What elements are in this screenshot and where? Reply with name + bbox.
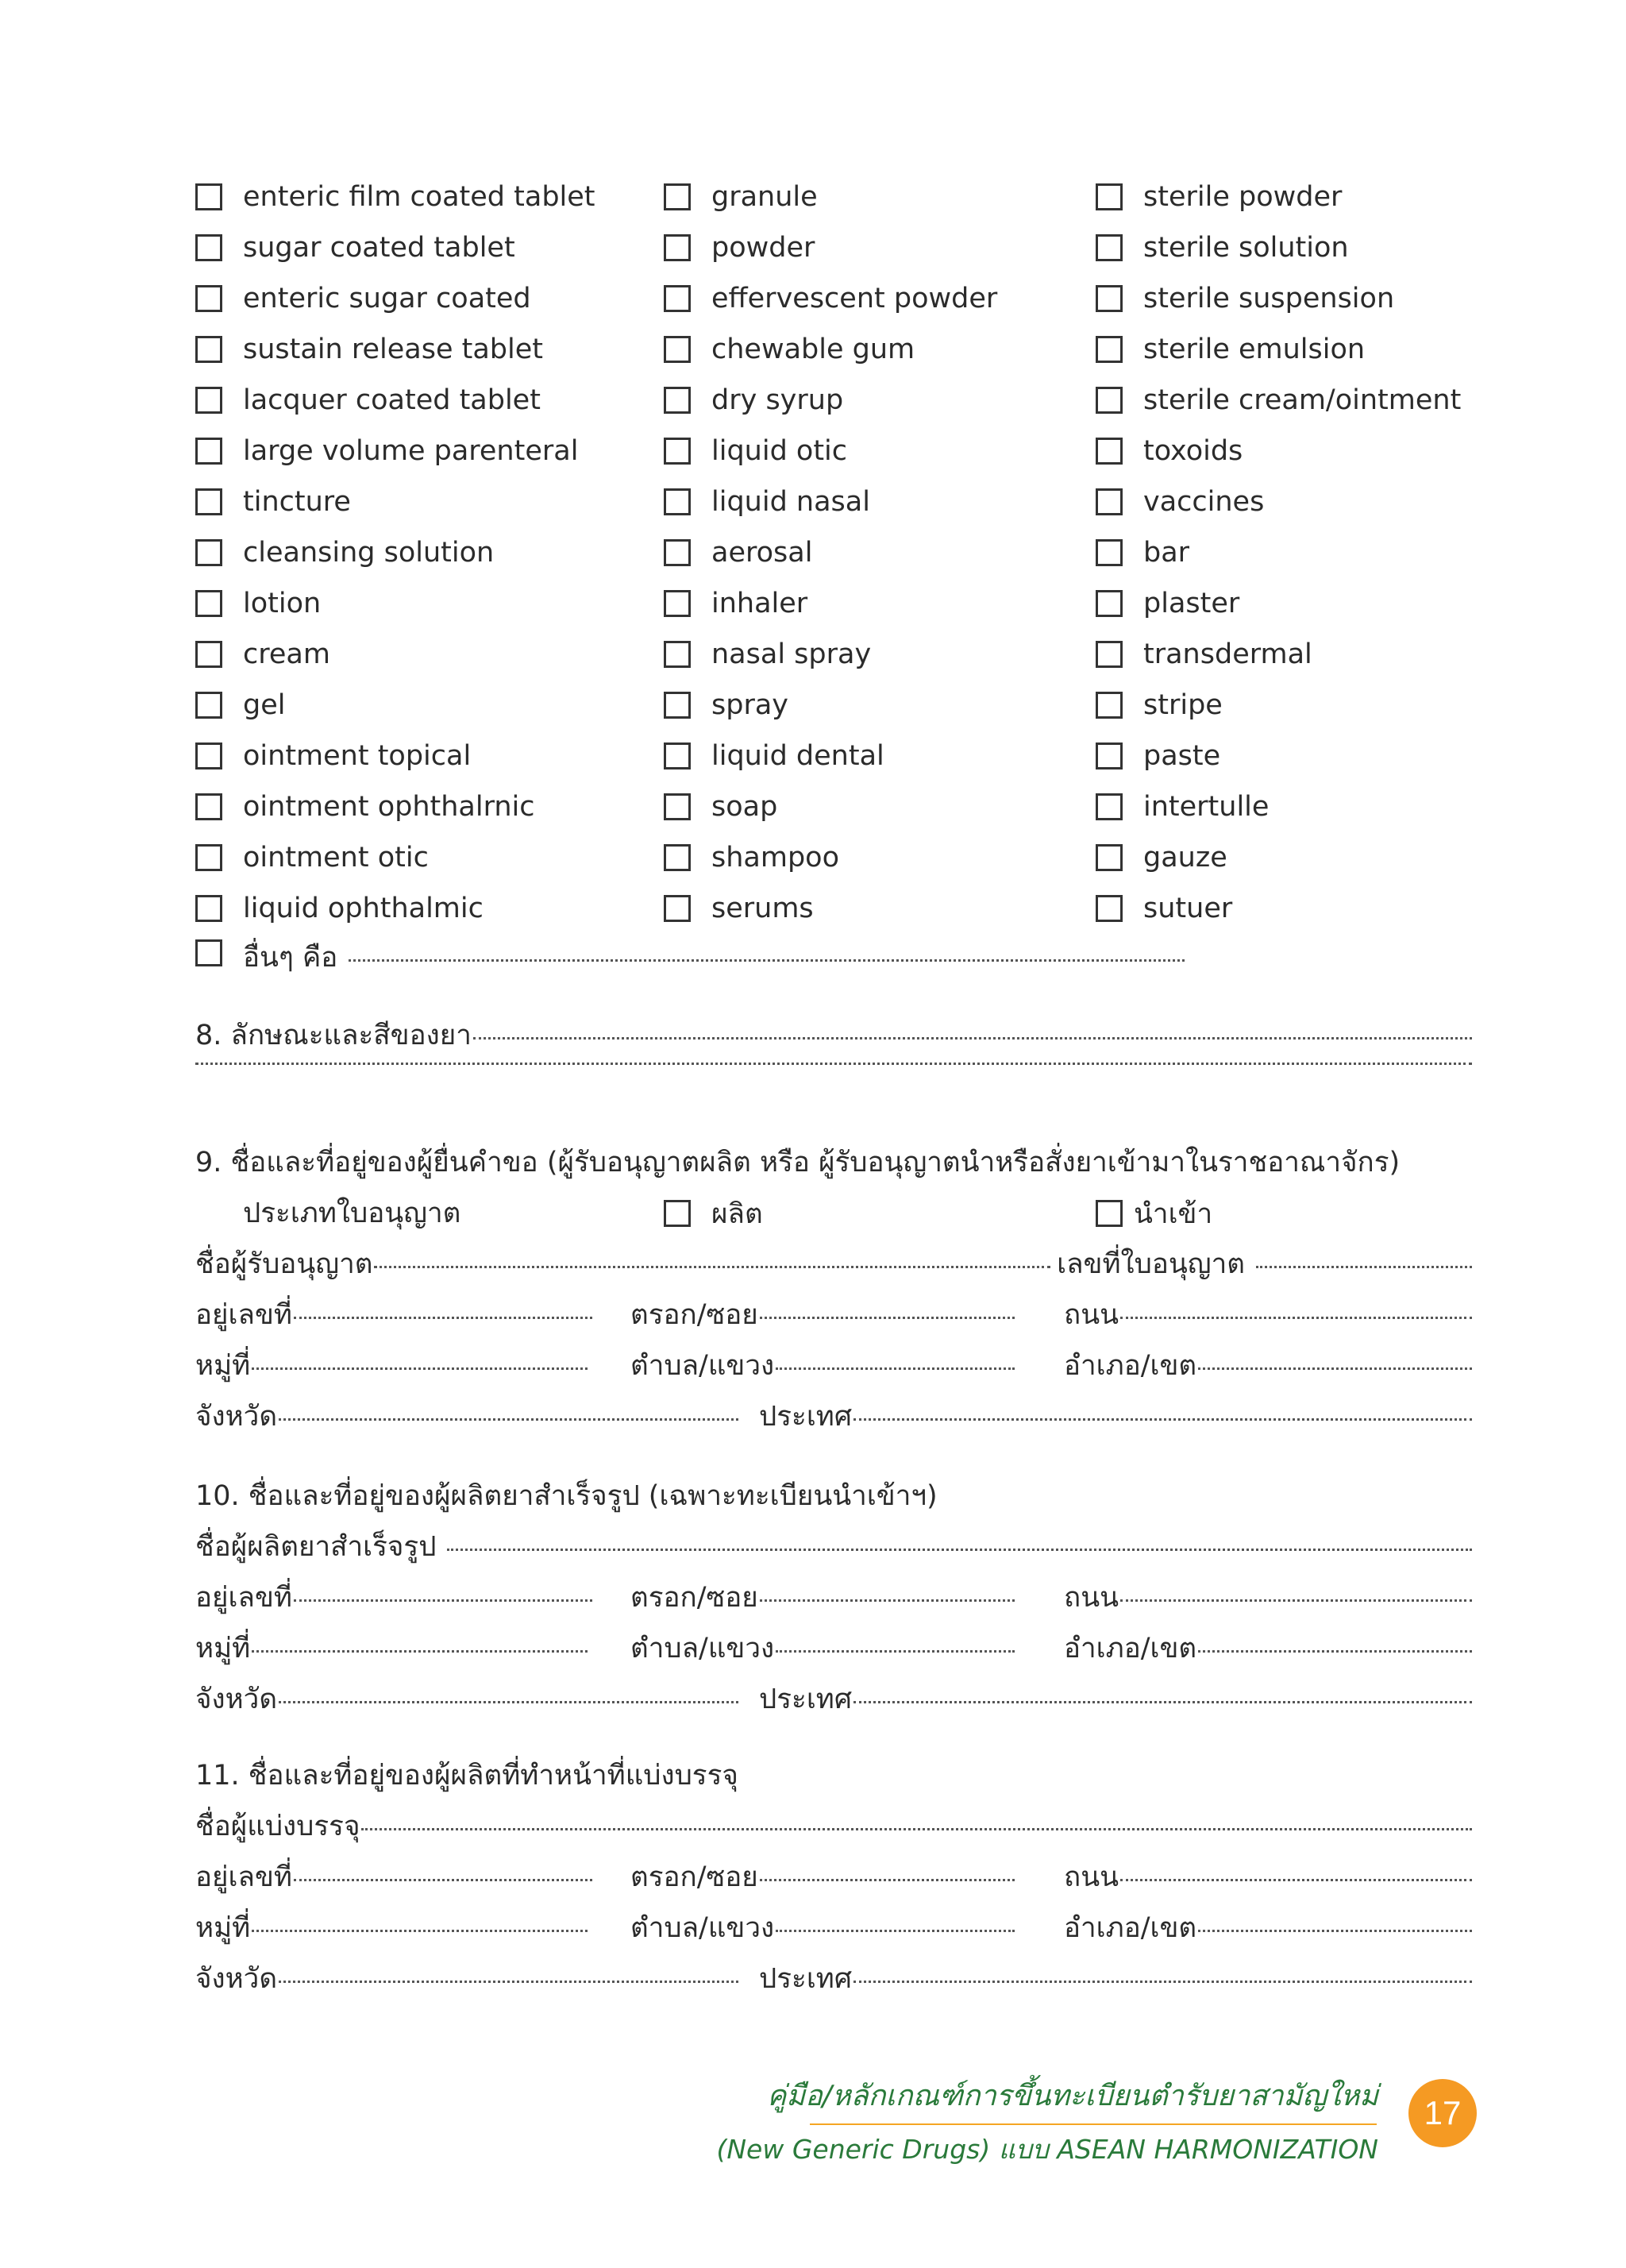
address-input-province[interactable]: [279, 1701, 738, 1703]
checkbox[interactable]: [195, 742, 222, 770]
dosage-form-label: sterile emulsion: [1143, 334, 1366, 365]
address-input-subdistrict[interactable]: [776, 1930, 1015, 1932]
address-field-lane: [630, 1293, 1015, 1336]
address-input-district[interactable]: [1198, 1367, 1472, 1370]
dosage-form-label: spray: [711, 689, 789, 721]
dosage-form-option[interactable]: [1096, 427, 1243, 475]
dosage-form-option[interactable]: [664, 631, 871, 678]
checkbox[interactable]: [664, 895, 691, 922]
address-field-lane: [630, 1855, 1015, 1899]
address-label-district: อำเภอ/เขต: [1064, 1912, 1197, 1944]
dosage-form-label: transdermal: [1143, 638, 1312, 670]
checkbox[interactable]: [664, 641, 691, 668]
dosage-form-label: serums: [711, 893, 814, 924]
other-row: [195, 935, 1185, 979]
address-field-district: [1064, 1626, 1472, 1670]
dosage-form-option[interactable]: [1096, 224, 1349, 272]
address-field-country: [759, 1394, 1472, 1438]
dosage-form-option[interactable]: [1096, 631, 1312, 678]
dosage-form-option[interactable]: [664, 732, 884, 780]
checkbox[interactable]: [664, 539, 691, 566]
dosage-form-option[interactable]: [664, 478, 870, 526]
address-label-district: อำเภอ/เขต: [1064, 1633, 1197, 1664]
dosage-form-option[interactable]: [195, 326, 543, 373]
dosage-form-label: liquid dental: [711, 740, 884, 772]
dosage-form-label: sutuer: [1143, 893, 1233, 924]
dosage-form-label: enteric film coated tablet: [243, 181, 595, 213]
dosage-form-label: gauze: [1143, 842, 1227, 874]
address-input-subdistrict[interactable]: [776, 1650, 1015, 1653]
dosage-form-label: tincture: [243, 486, 351, 518]
dosage-form-option[interactable]: [195, 631, 330, 678]
checkbox[interactable]: [1096, 692, 1123, 719]
footer-subtitle: (New Generic Drugs) แบบ ASEAN HARMONIZATION: [716, 2134, 1378, 2165]
checkbox[interactable]: [195, 285, 222, 312]
address-input-lane[interactable]: [760, 1879, 1015, 1881]
dosage-form-label: cleansing solution: [243, 537, 495, 569]
address-input-country[interactable]: [853, 1418, 1472, 1421]
page-number-badge: [1408, 2079, 1477, 2147]
section10-title: 10. ชื่อและที่อยู่ของผู้ผลิตยาสำเร็จรูป (เฉพาะทะเบียนนำเข้าฯ): [195, 1480, 938, 1512]
dosage-form-option[interactable]: [195, 173, 595, 221]
other-fill-line[interactable]: [349, 959, 1185, 962]
address-input-lane[interactable]: [760, 1599, 1015, 1602]
manufacturer-field[interactable]: [447, 1549, 1472, 1551]
checkbox[interactable]: [664, 692, 691, 719]
dosage-form-option[interactable]: [195, 885, 484, 932]
address-label-province: จังหวัด: [195, 1684, 278, 1715]
address-input-province[interactable]: [279, 1981, 738, 1983]
address-input-house-no[interactable]: [294, 1317, 592, 1319]
licensee-field[interactable]: [374, 1266, 1050, 1268]
dosage-form-option[interactable]: [1096, 173, 1342, 221]
checkbox[interactable]: [1096, 793, 1123, 820]
address-field-village: [195, 1626, 588, 1670]
checkbox[interactable]: [195, 692, 222, 719]
checkbox[interactable]: [1096, 234, 1123, 261]
address-label-subdistrict: ตำบล/แขวง: [630, 1350, 775, 1382]
license-no-label: เลขที่ใบอนุญาต: [1057, 1248, 1245, 1280]
manufacturer-label: ชื่อผู้ผลิตยาสำเร็จรูป: [195, 1531, 437, 1563]
checkbox[interactable]: [1096, 336, 1123, 363]
dosage-form-label: lacquer coated tablet: [243, 384, 541, 416]
address-input-district[interactable]: [1198, 1930, 1472, 1932]
checkbox[interactable]: [195, 895, 222, 922]
address-label-country: ประเทศ: [759, 1401, 853, 1433]
address-label-subdistrict: ตำบล/แขวง: [630, 1633, 775, 1664]
checkbox-other[interactable]: [195, 939, 222, 966]
section8-label: 8. ลักษณะและสีของยา: [195, 1020, 472, 1051]
dosage-form-option[interactable]: [195, 732, 471, 780]
checkbox[interactable]: [664, 234, 691, 261]
dosage-form-label: effervescent powder: [711, 283, 998, 314]
dosage-form-option[interactable]: [1096, 681, 1223, 729]
dosage-form-option[interactable]: [664, 529, 812, 577]
dosage-form-label: lotion: [243, 588, 322, 619]
address-input-road[interactable]: [1120, 1317, 1472, 1319]
checkbox[interactable]: [1096, 183, 1123, 210]
checkbox[interactable]: [664, 590, 691, 617]
packer-label: ชื่อผู้แบ่งบรรจุ: [195, 1811, 360, 1842]
checkbox[interactable]: [195, 590, 222, 617]
dosage-form-option[interactable]: [1096, 580, 1239, 627]
license-type-label: ประเภทใบอนุญาต: [243, 1198, 461, 1229]
dosage-form-label: stripe: [1143, 689, 1223, 721]
dosage-form-option[interactable]: [664, 580, 807, 627]
checkbox[interactable]: [195, 336, 222, 363]
address-field-country: [759, 1957, 1472, 2000]
address-label-country: ประเทศ: [759, 1684, 853, 1715]
address-label-house-no: อยู่เลขที่: [195, 1582, 292, 1614]
address-label-road: ถนน: [1064, 1861, 1119, 1893]
dosage-form-label: paste: [1143, 740, 1221, 772]
checkbox[interactable]: [195, 793, 222, 820]
address-input-lane[interactable]: [760, 1317, 1015, 1319]
checkbox[interactable]: [195, 539, 222, 566]
checkbox[interactable]: [664, 742, 691, 770]
footer-title: คู่มือ/หลักเกณฑ์การขึ้นทะเบียนตำรับยาสามัญใหม่: [767, 2080, 1378, 2112]
dosage-form-label: sterile solution: [1143, 232, 1349, 264]
address-label-lane: ตรอก/ซอย: [630, 1582, 758, 1614]
checkbox[interactable]: [664, 844, 691, 871]
dosage-form-option[interactable]: [1096, 376, 1461, 424]
checkbox[interactable]: [664, 488, 691, 515]
address-input-road[interactable]: [1120, 1879, 1472, 1881]
dosage-form-label: cream: [243, 638, 330, 670]
dosage-form-option[interactable]: [195, 275, 531, 322]
address-label-district: อำเภอ/เขต: [1064, 1350, 1197, 1382]
checkbox-produce[interactable]: [664, 1200, 691, 1227]
dosage-form-option[interactable]: [195, 376, 541, 424]
address-label-house-no: อยู่เลขที่: [195, 1861, 292, 1893]
address-field-district: [1064, 1906, 1472, 1950]
checkbox-import[interactable]: [1096, 1200, 1123, 1227]
checkbox[interactable]: [195, 844, 222, 871]
address-label-village: หมู่ที่: [195, 1912, 251, 1944]
page-number: 17: [1424, 2094, 1462, 2131]
address-label-lane: ตรอก/ซอย: [630, 1861, 758, 1893]
address-label-province: จังหวัด: [195, 1401, 278, 1433]
dosage-form-label: intertulle: [1143, 791, 1270, 823]
dosage-form-option[interactable]: [1096, 478, 1264, 526]
dosage-form-label: sustain release tablet: [243, 334, 543, 365]
dosage-form-label: aerosal: [711, 537, 813, 569]
section8-row2: [195, 1064, 1472, 1097]
dosage-form-label: powder: [711, 232, 815, 264]
checkbox[interactable]: [1096, 895, 1123, 922]
section11-title: 11. ชื่อและที่อยู่ของผู้ผลิตที่ทำหน้าที่แบ่งบรรจุ: [195, 1760, 738, 1792]
checkbox[interactable]: [1096, 590, 1123, 617]
checkbox[interactable]: [1096, 438, 1123, 465]
section8-fill-line-2[interactable]: [195, 1063, 1472, 1065]
address-label-road: ถนน: [1064, 1582, 1119, 1614]
checkbox[interactable]: [664, 438, 691, 465]
address-label-house-no: อยู่เลขที่: [195, 1299, 292, 1331]
dosage-form-label: chewable gum: [711, 334, 915, 365]
dosage-form-label: sterile powder: [1143, 181, 1343, 213]
address-field-house-no: [195, 1855, 592, 1899]
licensee-label: ชื่อผู้รับอนุญาต: [195, 1248, 373, 1280]
address-field-house-no: [195, 1576, 592, 1619]
dosage-form-option[interactable]: [1096, 529, 1189, 577]
dosage-form-option[interactable]: [664, 427, 847, 475]
checkbox[interactable]: [1096, 488, 1123, 515]
packer-row: [195, 1804, 1472, 1848]
dosage-form-option[interactable]: [1096, 732, 1220, 780]
dosage-form-label: sterile cream/ointment: [1143, 384, 1462, 416]
address-label-road: ถนน: [1064, 1299, 1119, 1331]
address-label-province: จังหวัด: [195, 1963, 278, 1995]
address-field-road: [1064, 1855, 1472, 1899]
checkbox[interactable]: [1096, 844, 1123, 871]
checkbox[interactable]: [664, 183, 691, 210]
dosage-form-label: plaster: [1143, 588, 1240, 619]
dosage-form-label: soap: [711, 791, 778, 823]
dosage-form-label: enteric sugar coated: [243, 283, 531, 314]
dosage-form-option[interactable]: [195, 478, 351, 526]
dosage-form-label: vaccines: [1143, 486, 1265, 518]
dosage-form-label: liquid ophthalmic: [243, 893, 484, 924]
address-field-province: [195, 1394, 738, 1438]
address-field-district: [1064, 1344, 1472, 1387]
address-input-road[interactable]: [1120, 1599, 1472, 1602]
address-field-road: [1064, 1293, 1472, 1336]
dosage-form-label: bar: [1143, 537, 1190, 569]
dosage-form-option[interactable]: [664, 885, 814, 932]
address-input-province[interactable]: [279, 1418, 738, 1421]
packer-field[interactable]: [361, 1828, 1472, 1830]
dosage-form-label: sterile suspension: [1143, 283, 1395, 314]
dosage-form-label: toxoids: [1143, 435, 1243, 467]
dosage-form-label: inhaler: [711, 588, 808, 619]
dosage-form-label: gel: [243, 689, 286, 721]
dosage-form-option[interactable]: [195, 580, 321, 627]
dosage-form-label: ointment ophthalrnic: [243, 791, 535, 823]
address-input-village[interactable]: [252, 1650, 588, 1653]
checkbox[interactable]: [1096, 641, 1123, 668]
dosage-form-option[interactable]: [664, 783, 777, 831]
dosage-form-option[interactable]: [1096, 326, 1365, 373]
address-field-house-no: [195, 1293, 592, 1336]
option-import[interactable]: [1096, 1190, 1212, 1237]
checkbox[interactable]: [1096, 285, 1123, 312]
dosage-form-option[interactable]: [195, 529, 494, 577]
address-label-country: ประเทศ: [759, 1963, 853, 1995]
address-input-village[interactable]: [252, 1930, 588, 1932]
address-label-lane: ตรอก/ซอย: [630, 1299, 758, 1331]
dosage-form-label: sugar coated tablet: [243, 232, 515, 264]
dosage-form-label: granule: [711, 181, 818, 213]
option-produce[interactable]: [664, 1190, 763, 1237]
dosage-form-label: shampoo: [711, 842, 840, 874]
dosage-form-option[interactable]: [1096, 834, 1227, 881]
dosage-form-option[interactable]: [664, 376, 843, 424]
address-input-country[interactable]: [853, 1701, 1472, 1703]
address-field-country: [759, 1677, 1472, 1721]
dosage-form-option[interactable]: [664, 834, 839, 881]
section8-row: [195, 1013, 1472, 1057]
other-label: อื่นๆ คือ: [243, 942, 338, 974]
checkbox[interactable]: [195, 488, 222, 515]
dosage-form-option[interactable]: [664, 224, 815, 272]
dosage-form-option[interactable]: [1096, 275, 1394, 322]
address-label-village: หมู่ที่: [195, 1350, 251, 1382]
dosage-form-option[interactable]: [1096, 783, 1269, 831]
dosage-form-label: ointment otic: [243, 842, 429, 874]
manufacturer-row: [195, 1525, 1472, 1568]
option-produce-label: ผลิต: [711, 1198, 763, 1230]
address-field-subdistrict: [630, 1626, 1015, 1670]
address-input-village[interactable]: [252, 1367, 588, 1370]
dosage-form-label: liquid otic: [711, 435, 848, 467]
checkbox[interactable]: [664, 387, 691, 414]
dosage-form-option[interactable]: [664, 275, 997, 322]
address-label-subdistrict: ตำบล/แขวง: [630, 1912, 775, 1944]
dosage-form-label: liquid nasal: [711, 486, 870, 518]
checkbox[interactable]: [195, 183, 222, 210]
address-field-village: [195, 1344, 588, 1387]
dosage-form-label: nasal spray: [711, 638, 872, 670]
address-input-district[interactable]: [1198, 1650, 1472, 1653]
dosage-form-label: dry syrup: [711, 384, 844, 416]
address-input-house-no[interactable]: [294, 1599, 592, 1602]
section8-fill-line[interactable]: [473, 1037, 1472, 1040]
address-input-subdistrict[interactable]: [776, 1367, 1015, 1370]
checkbox[interactable]: [1096, 539, 1123, 566]
checkbox[interactable]: [195, 438, 222, 465]
checkbox[interactable]: [664, 285, 691, 312]
address-field-subdistrict: [630, 1906, 1015, 1950]
checkbox[interactable]: [195, 234, 222, 261]
dosage-form-option[interactable]: [664, 681, 788, 729]
licensee-row: [195, 1242, 1472, 1286]
footer-divider: [810, 2123, 1377, 2125]
section9-title: 9. ชื่อและที่อยู่ของผู้ยื่นคำขอ (ผู้รับอนุญาตผลิต หรือ ผู้รับอนุญาตนำหรือสั่งยาเข้ามาในราชอาณาจักร): [195, 1147, 1401, 1178]
address-label-village: หมู่ที่: [195, 1633, 251, 1664]
option-import-label: นำเข้า: [1134, 1198, 1213, 1230]
dosage-form-option[interactable]: [195, 224, 515, 272]
dosage-form-option[interactable]: [195, 427, 578, 475]
address-field-subdistrict: [630, 1344, 1015, 1387]
address-field-province: [195, 1957, 738, 2000]
checkbox[interactable]: [195, 641, 222, 668]
checkbox[interactable]: [1096, 387, 1123, 414]
address-field-lane: [630, 1576, 1015, 1619]
dosage-form-option[interactable]: [664, 173, 818, 221]
license-no-field[interactable]: [1256, 1266, 1472, 1268]
address-field-road: [1064, 1576, 1472, 1619]
checkbox[interactable]: [195, 387, 222, 414]
dosage-form-label: ointment topical: [243, 740, 472, 772]
dosage-form-option[interactable]: [195, 681, 285, 729]
address-field-village: [195, 1906, 588, 1950]
address-input-house-no[interactable]: [294, 1879, 592, 1881]
dosage-form-option[interactable]: [664, 326, 915, 373]
address-field-province: [195, 1677, 738, 1721]
checkbox[interactable]: [1096, 742, 1123, 770]
dosage-form-option[interactable]: [195, 834, 429, 881]
address-input-country[interactable]: [853, 1981, 1472, 1983]
dosage-form-option[interactable]: [195, 783, 535, 831]
dosage-form-label: large volume parenteral: [243, 435, 579, 467]
checkbox[interactable]: [664, 336, 691, 363]
checkbox[interactable]: [664, 793, 691, 820]
dosage-form-option[interactable]: [1096, 885, 1232, 932]
